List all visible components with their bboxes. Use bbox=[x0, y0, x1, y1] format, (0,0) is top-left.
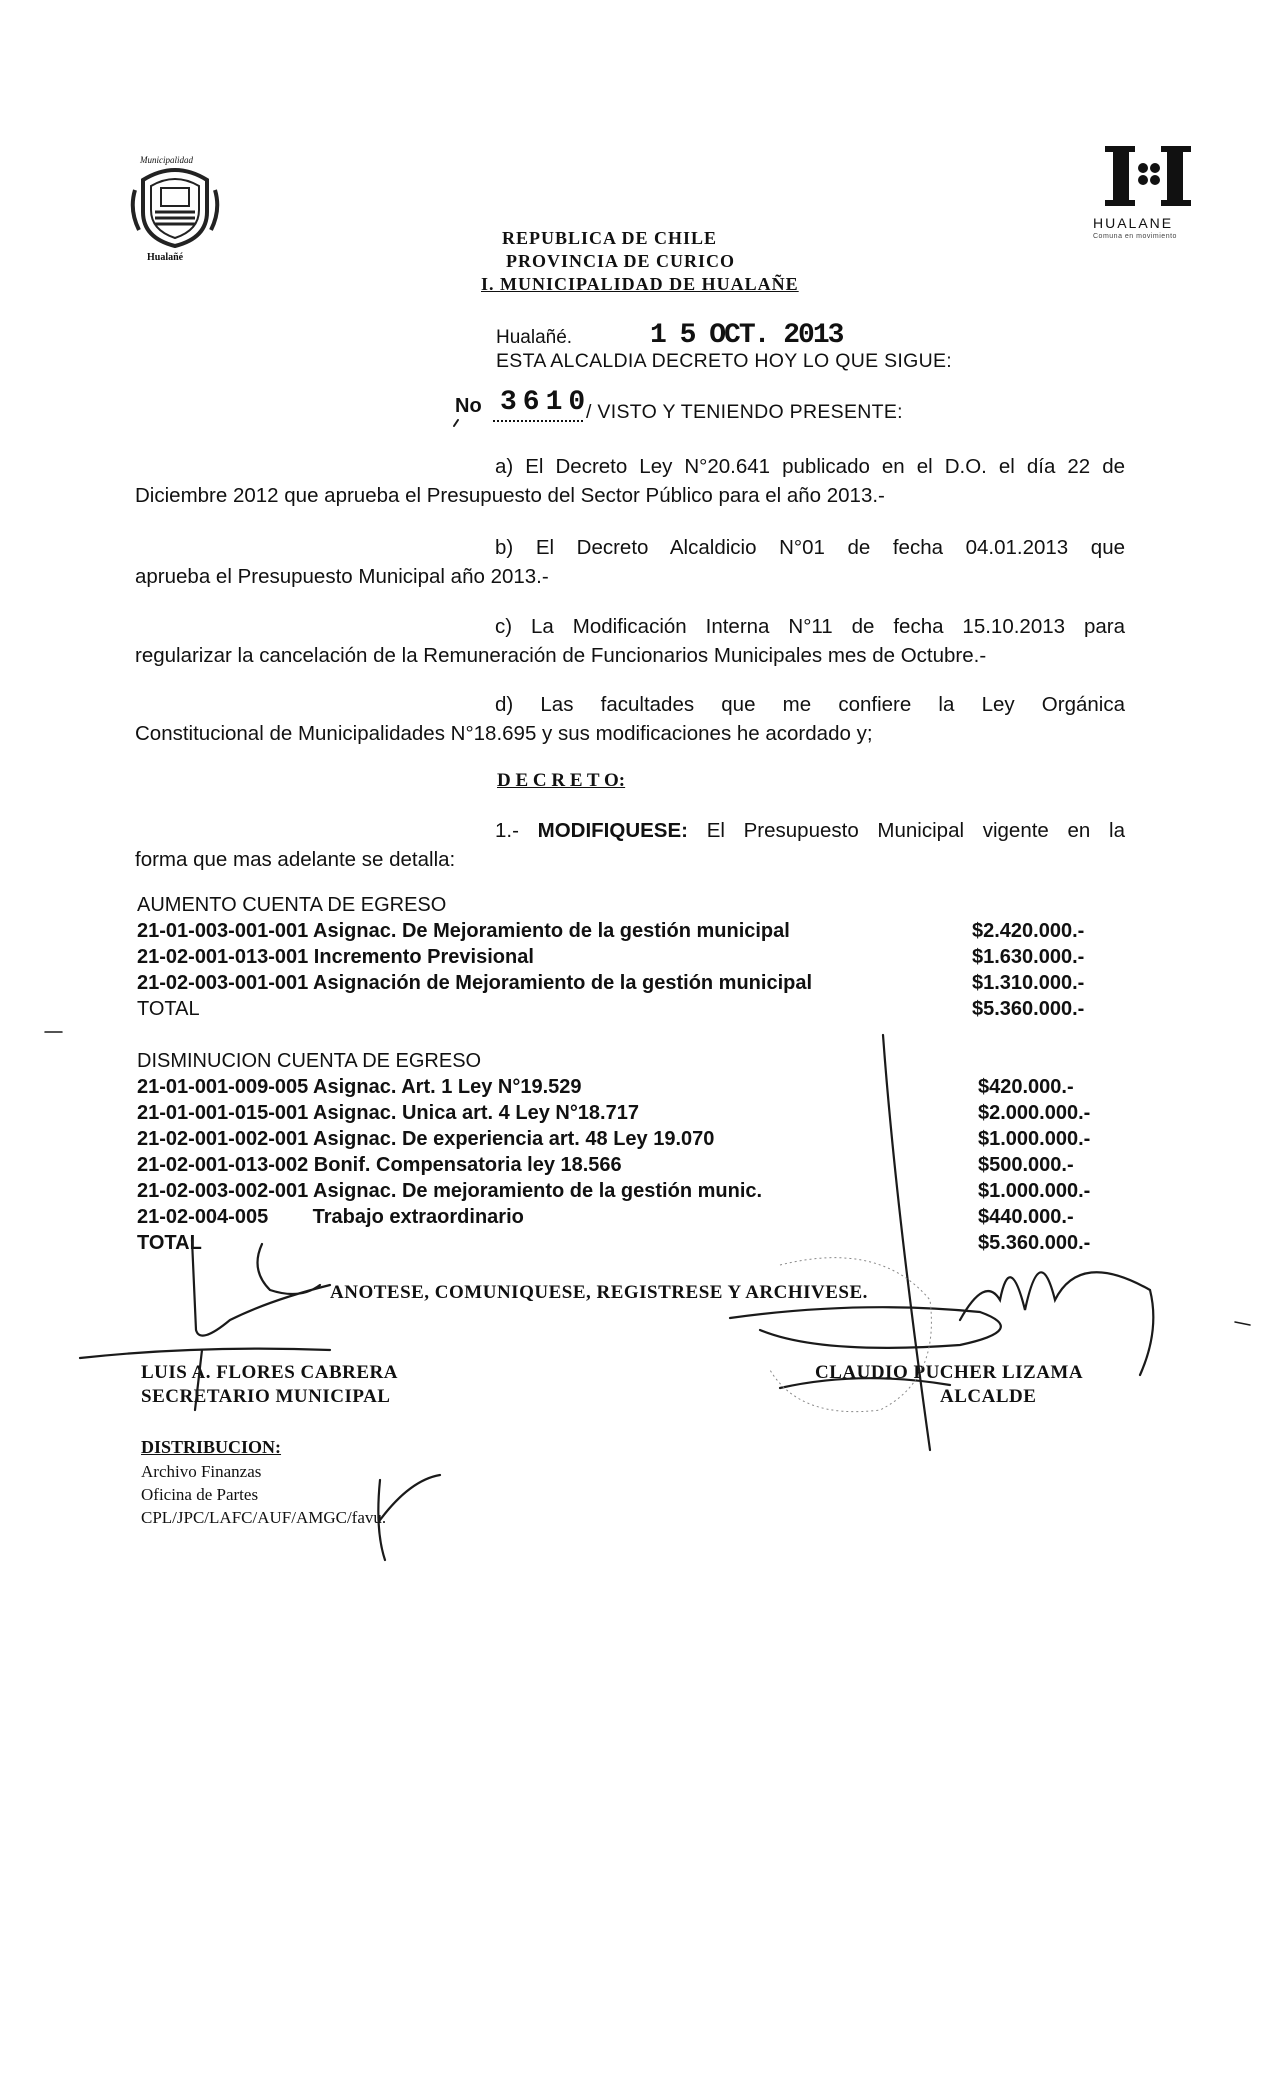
distribucion-line-1: Archivo Finanzas bbox=[141, 1462, 262, 1481]
distribucion-line-3: CPL/JPC/LAFC/AUF/AMGC/favu. bbox=[141, 1508, 387, 1527]
modifiquese-keyword: MODIFIQUESE: bbox=[537, 819, 688, 842]
aumento-title: AUMENTO CUENTA DE EGRESO bbox=[137, 894, 447, 916]
modifiquese-first: El Presupuesto Municipal vigente en la bbox=[687, 819, 1125, 842]
distribucion-title: DISTRIBUCION: bbox=[141, 1437, 282, 1457]
seal-bottom-text: Hualañé bbox=[147, 252, 184, 263]
mayor-signature-vertical bbox=[883, 1035, 930, 1450]
aumento-row-2-amount: $1.630.000.- bbox=[972, 946, 1085, 968]
place-text: Hualañé. bbox=[496, 327, 573, 348]
disminucion-row-1-label: 21-01-001-009-005 Asignac. Art. 1 Ley N°19.529 bbox=[137, 1076, 582, 1098]
hualane-logo-name: HUALANE bbox=[1093, 215, 1174, 231]
disminucion-row-3-amount: $1.000.000.- bbox=[978, 1128, 1091, 1150]
closing-text: ANOTESE, COMUNIQUESE, REGISTRESE Y ARCHIVESE. bbox=[330, 1282, 868, 1303]
number-tick bbox=[454, 420, 458, 426]
distribucion-line-2: Oficina de Partes bbox=[141, 1485, 259, 1504]
secretary-name: LUIS A. FLORES CABRERA bbox=[141, 1362, 398, 1383]
aumento-total-label: TOTAL bbox=[137, 998, 200, 1020]
considerando-b-first: b) El Decreto Alcaldicio N°01 de fecha 04.01.2013 que bbox=[495, 536, 1125, 559]
mayor-signature-base bbox=[780, 1378, 950, 1388]
seal-top-text: Municipalidad bbox=[140, 155, 193, 165]
aumento-row-1-amount: $2.420.000.- bbox=[972, 920, 1085, 942]
secretary-title: SECRETARIO MUNICIPAL bbox=[141, 1386, 391, 1407]
number-prefix: No bbox=[455, 395, 482, 417]
disminucion-row-2-label: 21-01-001-015-001 Asignac. Unica art. 4 Ley N°18.717 bbox=[137, 1102, 639, 1124]
aumento-row-3-amount: $1.310.000.- bbox=[972, 972, 1085, 994]
secretary-signature-stroke bbox=[192, 1240, 330, 1336]
header-republica: REPUBLICA DE CHILE bbox=[502, 228, 718, 248]
mayor-title: ALCALDE bbox=[940, 1386, 1037, 1407]
decree-line: ESTA ALCALDIA DECRETO HOY LO QUE SIGUE: bbox=[496, 350, 953, 372]
considerando-a-rest: Diciembre 2012 que aprueba el Presupuesto del Sector Público para el año 2013.- bbox=[135, 484, 885, 507]
disminucion-total-amount: $5.360.000.- bbox=[978, 1232, 1091, 1254]
modifiquese-prefix: 1.- bbox=[495, 819, 538, 842]
mayor-signature-scribble bbox=[960, 1272, 1153, 1375]
disminucion-row-2-amount: $2.000.000.- bbox=[978, 1102, 1091, 1124]
mayor-name: CLAUDIO PUCHER LIZAMA bbox=[815, 1362, 1084, 1383]
margin-mark-right bbox=[1235, 1322, 1250, 1325]
disminucion-row-1-amount: $420.000.- bbox=[978, 1076, 1074, 1098]
disminucion-row-4-label: 21-02-001-013-002 Bonif. Compensatoria ley 18.566 bbox=[137, 1154, 622, 1176]
considerando-c-first: c) La Modificación Interna N°11 de fecha 15.10.2013 para bbox=[495, 615, 1125, 638]
hualane-logo-tagline: Comuna en movimiento bbox=[1093, 233, 1177, 240]
secretary-signature-tail bbox=[195, 1350, 202, 1410]
visto-text: / VISTO Y TENIENDO PRESENTE: bbox=[586, 401, 903, 423]
considerando-d-first: d) Las facultades que me confiere la Ley Orgánica bbox=[495, 693, 1125, 716]
aumento-row-2-label: 21-02-001-013-001 Incremento Previsional bbox=[137, 946, 534, 968]
header-municipalidad: I. MUNICIPALIDAD DE HUALAÑE bbox=[481, 274, 799, 294]
decreto-title: D E C R E T O: bbox=[497, 770, 626, 791]
disminucion-row-6-label: 21-02-004-005 Trabajo extraordinario bbox=[137, 1206, 524, 1228]
mayor-signature-loop bbox=[730, 1307, 1001, 1348]
disminucion-total-label: TOTAL bbox=[137, 1232, 202, 1254]
secretary-signature-swoosh bbox=[80, 1349, 330, 1358]
decree-number: 3610 bbox=[500, 387, 592, 418]
disminucion-row-3-label: 21-02-001-002-001 Asignac. De experiencia art. 48 Ley 19.070 bbox=[137, 1128, 715, 1150]
header-provincia: PROVINCIA DE CURICO bbox=[506, 251, 736, 271]
considerando-a-first: a) El Decreto Ley N°20.641 publicado en el D.O. el día 22 de bbox=[495, 455, 1125, 478]
disminucion-row-6-amount: $440.000.- bbox=[978, 1206, 1074, 1228]
modifiquese-rest: forma que mas adelante se detalla: bbox=[135, 848, 456, 871]
considerando-b-rest: aprueba el Presupuesto Municipal año 2013.- bbox=[135, 565, 549, 588]
disminucion-row-5-amount: $1.000.000.- bbox=[978, 1180, 1091, 1202]
date-stamp: 1 5 OCT. 2013 bbox=[650, 320, 843, 351]
considerando-d-rest: Constitucional de Municipalidades N°18.695 y sus modificaciones he acordado y; bbox=[135, 722, 873, 745]
disminucion-title: DISMINUCION CUENTA DE EGRESO bbox=[137, 1050, 482, 1072]
aumento-row-1-label: 21-01-003-001-001 Asignac. De Mejoramiento de la gestión municipal bbox=[137, 920, 790, 942]
considerando-c-rest: regularizar la cancelación de la Remuneración de Funcionarios Municipales mes de Octubre.- bbox=[135, 644, 987, 667]
disminucion-row-5-label: 21-02-003-002-001 Asignac. De mejoramiento de la gestión munic. bbox=[137, 1180, 763, 1202]
aumento-row-3-label: 21-02-003-001-001 Asignación de Mejoramiento de la gestión municipal bbox=[137, 972, 813, 994]
distribution-initials bbox=[378, 1475, 440, 1560]
disminucion-row-4-amount: $500.000.- bbox=[978, 1154, 1074, 1176]
aumento-total-amount: $5.360.000.- bbox=[972, 998, 1085, 1020]
